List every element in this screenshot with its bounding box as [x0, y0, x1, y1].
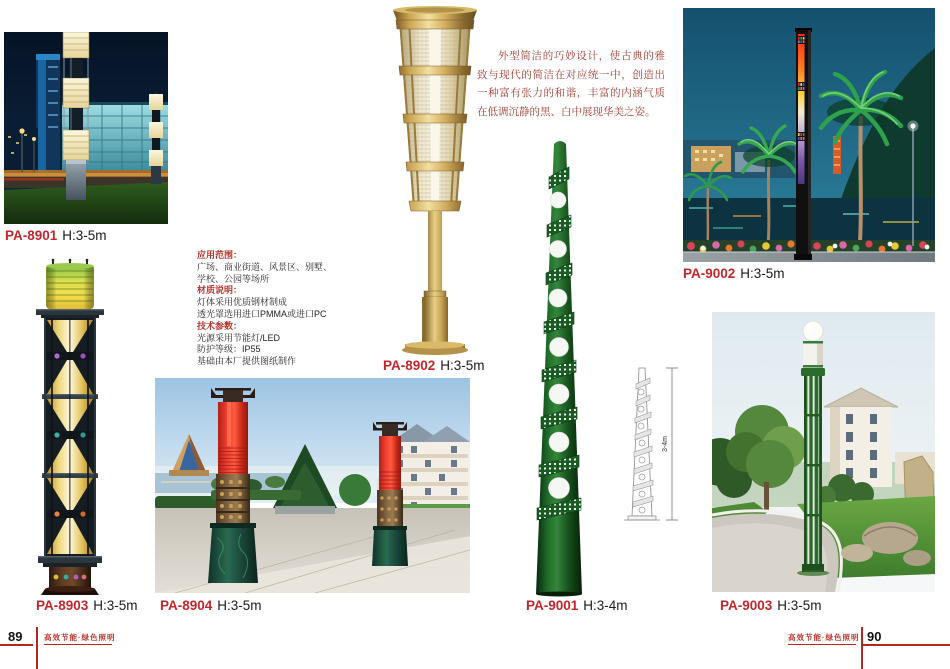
palm-park-scene	[683, 8, 935, 262]
photo-pa-9001	[528, 138, 592, 598]
footer-rule	[0, 644, 33, 646]
footer-slogan-left: 高效节能·绿色照明	[44, 633, 116, 642]
spec-line: 基础由本厂提供图纸制作	[197, 356, 297, 367]
product-code: PA-8904	[160, 598, 213, 613]
left-page-number: 89	[8, 629, 23, 644]
spec-line: 透光罩选用进口PMMA或进口PC	[197, 308, 327, 319]
gold-lamp	[385, 4, 485, 356]
intro-paragraph: 外型简洁的巧妙设计，使古典的雅致与现代的简洁在对应统一中，创造出一种富有张力的和谐，丰富的内涵气质在低调沉静的黑、白中展现华美之姿。	[477, 50, 665, 118]
label-pa-8904	[160, 598, 262, 613]
spec-heading: 技术参数：	[197, 320, 243, 331]
pole-outline-drawing	[614, 360, 684, 528]
footer-slogan-right: 高效节能·绿色照明	[788, 633, 860, 642]
label-pa-9002	[683, 266, 785, 281]
spec-line: 广场、商业街道、风景区、别墅、	[197, 261, 333, 272]
footer-rule	[861, 644, 950, 646]
spec-line: 光源采用节能灯/LED	[197, 332, 281, 343]
label-pa-8901	[5, 228, 107, 243]
footer-divider	[36, 627, 38, 669]
product-code: PA-9001	[526, 598, 579, 613]
gradient-pylon	[794, 28, 812, 260]
product-height: H:3-5m	[217, 598, 262, 613]
garden-road-scene	[712, 312, 935, 592]
product-code: PA-8903	[36, 598, 89, 613]
product-height: H:3-5m	[93, 598, 138, 613]
segment-lamp-small	[149, 92, 163, 184]
product-code: PA-9002	[683, 266, 736, 281]
label-pa-9003	[720, 598, 822, 613]
product-height: H:3-5m	[740, 266, 785, 281]
footer-rule	[788, 644, 856, 645]
label-pa-9001	[526, 598, 628, 613]
photo-pa-9003	[712, 312, 935, 592]
dimension-label: 3-4m	[662, 436, 669, 452]
spec-line: 灯体采用优质钢材制成	[197, 297, 288, 308]
spec-line: 学校、公园等场所	[197, 273, 270, 284]
product-height: H:3-5m	[777, 598, 822, 613]
photo-pa-8903	[28, 258, 112, 596]
photo-pa-8901	[4, 32, 168, 224]
product-code: PA-8901	[5, 228, 58, 243]
label-pa-8903	[36, 598, 138, 613]
spec-block	[197, 250, 372, 368]
red-column-plaza	[155, 378, 470, 593]
product-code: PA-8902	[383, 358, 436, 373]
footer-rule	[44, 644, 112, 645]
green-spiral-pole	[528, 138, 592, 598]
photo-pa-8904	[155, 378, 470, 593]
product-code: PA-9003	[720, 598, 773, 613]
hourglass-lamp	[28, 258, 112, 596]
label-pa-8902	[383, 358, 485, 373]
spec-line: 防护等级：IP55	[197, 344, 261, 355]
dimension-drawing-pa-9001	[614, 360, 684, 528]
product-height: H:3-5m	[440, 358, 485, 373]
footer-divider	[861, 627, 863, 669]
product-height: H:3-4m	[583, 598, 628, 613]
photo-pa-8902	[385, 4, 485, 356]
photo-pa-9002	[683, 8, 935, 262]
right-page-number: 90	[867, 629, 882, 644]
spec-heading: 材质说明：	[197, 285, 243, 296]
spec-heading: 应用范围：	[197, 250, 243, 260]
night-plaza-scene	[4, 32, 168, 224]
product-height: H:3-5m	[62, 228, 107, 243]
